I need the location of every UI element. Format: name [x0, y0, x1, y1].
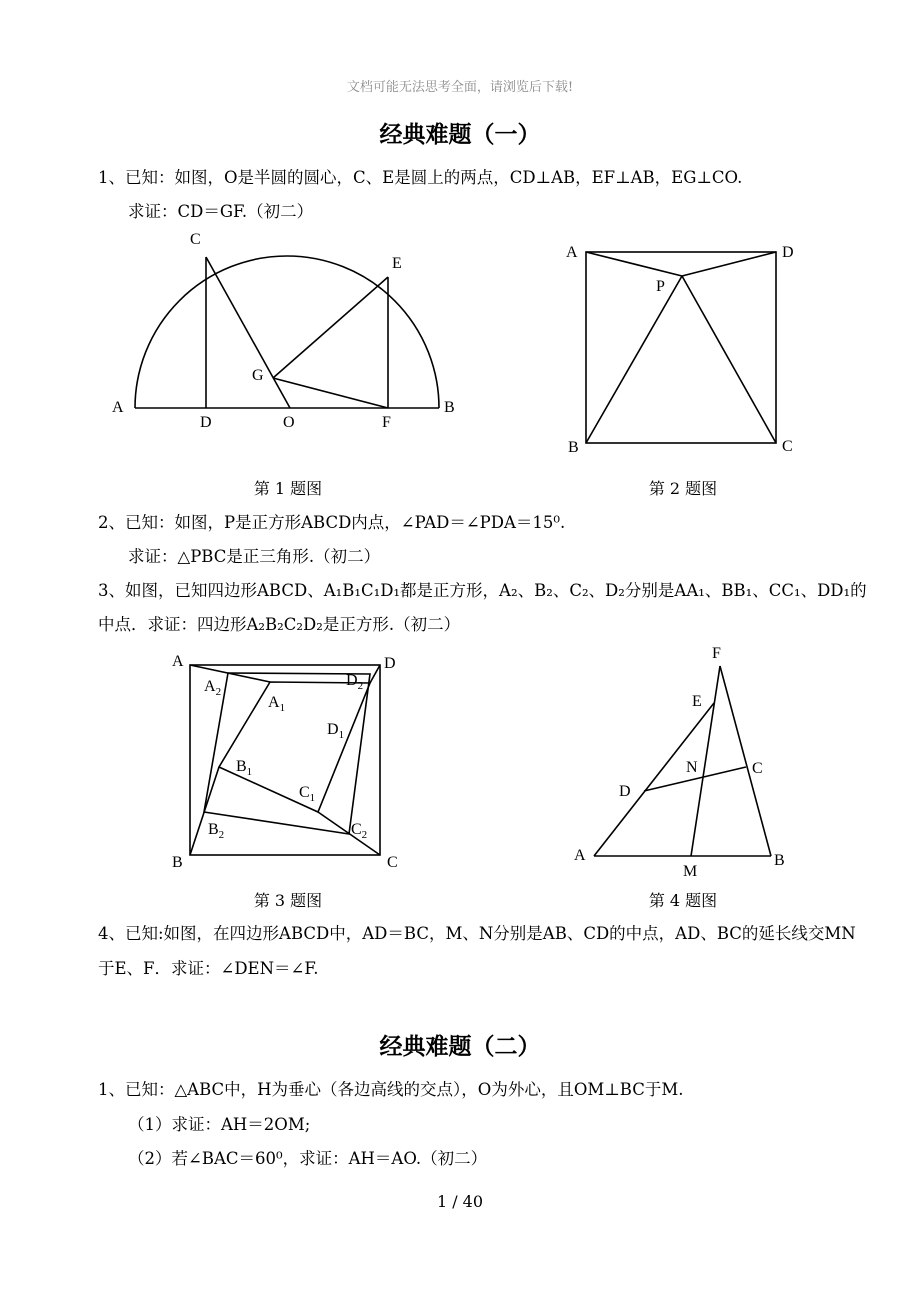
label-A: A [172, 653, 184, 670]
segment-DP [682, 252, 776, 276]
segment-BB1 [190, 767, 219, 855]
label-D1: $D_1$ [327, 721, 345, 741]
label-C: C [782, 438, 793, 455]
label-B: B [774, 852, 785, 869]
segment-DD1 [370, 665, 380, 683]
label-D: D [384, 655, 396, 672]
section-title-2: 经典难题（二） [379, 1033, 541, 1060]
segment-GF [273, 378, 388, 408]
label-E: E [692, 693, 702, 710]
label-A2: $A_2$ [204, 678, 222, 698]
label-P: P [656, 278, 665, 295]
figure-3-nested-squares [160, 648, 410, 878]
label-B: B [568, 439, 579, 456]
segment-CC1 [318, 812, 380, 855]
figure-4-caption: 第 4 题图 [648, 891, 718, 910]
label-G: G [252, 367, 264, 384]
figure-1-semicircle [100, 220, 480, 440]
label-F: F [712, 645, 721, 662]
problem-4-proof: 于E、F．求证：∠DEN＝∠F. [98, 959, 319, 978]
label-B2: $B_2$ [208, 821, 225, 841]
problem-2-proof: 求证：△PBC是正三角形.（初二） [128, 547, 381, 566]
square-A2B2C2D2 [204, 673, 370, 834]
label-F: F [382, 414, 391, 431]
section-title-1: 经典难题（一） [379, 121, 541, 148]
square-ABCD [586, 252, 776, 443]
semicircle-arc [135, 256, 439, 408]
figure-3-caption: 第 3 题图 [253, 891, 323, 910]
label-D: D [782, 244, 794, 261]
segment-CO [206, 257, 290, 408]
label-D: D [619, 783, 631, 800]
segment-AP [586, 252, 682, 276]
problem-2-1-statement: 1、已知：△ABC中，H为垂心（各边高线的交点），O为外心，且OM⊥BC于M. [98, 1080, 684, 1099]
label-A1: $A_1$ [268, 694, 286, 714]
segment-BP [586, 276, 682, 443]
figure-2-caption: 第 2 题图 [648, 479, 718, 498]
segment-CP [682, 276, 776, 443]
square-A1B1C1D1 [219, 682, 370, 812]
problem-3-proof: 中点．求证：四边形A₂B₂C₂D₂是正方形.（初二） [98, 615, 461, 634]
figure-2-square [560, 236, 810, 460]
label-B: B [172, 854, 183, 871]
problem-2-1-part-1: （1）求证：AH＝2OM; [128, 1115, 311, 1134]
segment-EG [273, 277, 388, 378]
label-C1: $C_1$ [299, 784, 316, 804]
label-C: C [190, 231, 201, 248]
label-M: M [683, 863, 698, 880]
problem-1-proof: 求证：CD＝GF.（初二） [128, 202, 314, 221]
label-E: E [392, 255, 402, 272]
label-C2: $C_2$ [351, 821, 368, 841]
page-number: 1 / 40 [436, 1192, 484, 1211]
label-B1: $B_1$ [236, 758, 253, 778]
watermark: 文档可能无法思考全面，请浏览后下载! [346, 80, 574, 95]
figure-4-quadrilateral [560, 636, 810, 882]
figure-1-caption: 第 1 题图 [253, 479, 323, 498]
label-A: A [566, 244, 578, 261]
label-C: C [752, 760, 763, 777]
label-D2: $D_2$ [346, 672, 364, 692]
segment-BF [720, 666, 771, 856]
problem-4-statement: 4、已知:如图，在四边形ABCD中，AD＝BC，M、N分别是AB、CD的中点，AD、BC的延长线交MN [98, 924, 856, 943]
label-D: D [200, 414, 212, 431]
label-O: O [283, 414, 295, 431]
label-A: A [112, 399, 124, 416]
label-A: A [574, 847, 586, 864]
problem-1-statement: 1、已知：如图，O是半圆的圆心，C、E是圆上的两点，CD⊥AB，EF⊥AB，EG⊥CO. [98, 168, 743, 187]
problem-2-1-part-2: （2）若∠BAC＝60⁰，求证：AH＝AO.（初二） [128, 1149, 488, 1168]
problem-2-statement: 2、已知：如图，P是正方形ABCD内点，∠PAD＝∠PDA＝15⁰. [98, 513, 566, 532]
problem-3-statement: 3、如图，已知四边形ABCD、A₁B₁C₁D₁都是正方形，A₂、B₂、C₂、D₂分别是AA₁、BB₁、CC₁、DD₁的 [98, 581, 867, 600]
label-B: B [444, 399, 455, 416]
label-C: C [387, 854, 398, 871]
label-N: N [686, 759, 698, 776]
